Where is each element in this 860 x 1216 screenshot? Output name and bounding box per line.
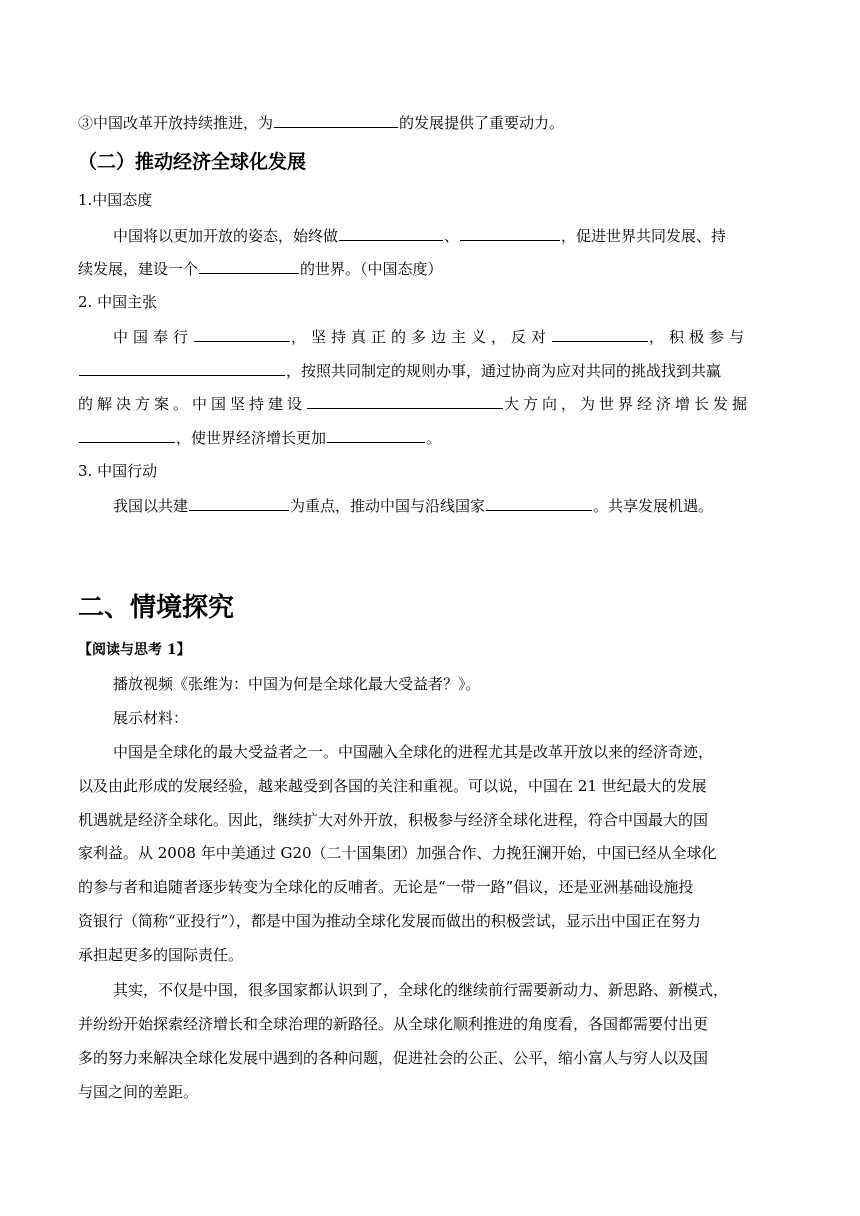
fill-blank	[189, 495, 289, 511]
fill-blank	[274, 112, 398, 128]
reading-tag: 【阅读与思考 1】	[78, 642, 191, 658]
text: 中国将以更加开放的姿态，始终做	[113, 227, 339, 245]
paragraph-line: 以及由此形成的发展经验，越来越受到各国的关注和重视。可以说，中国在 21 世纪最大的发展	[78, 777, 707, 795]
paragraph-line: 其实，不仅是中国，很多国家都认识到了，全球化的继续前行需要新动力、新思路、新模式，	[113, 981, 729, 999]
text: 的解决方案。中国坚持建设	[78, 395, 307, 413]
fill-blank	[339, 225, 443, 241]
paragraph-line: 机遇就是经济全球化。因此，继续扩大对外开放，积极参与经济全球化进程，符合中国最大的国	[78, 811, 709, 829]
text-line	[113, 225, 726, 246]
text: ，使世界经济增长更加	[176, 429, 327, 447]
text: 的发展提供了重要动力。	[399, 114, 565, 132]
section-heading: （二）推动经济全球化发展	[78, 151, 307, 173]
fill-blank	[199, 258, 299, 274]
paragraph-line: 中国是全球化的最大受益者之一。中国融入全球化的进程尤其是改革开放以来的经济奇迹，	[113, 743, 714, 761]
fill-blank	[79, 427, 175, 443]
paragraph-line: 资银行（简称“亚投行”），都是中国为推动全球化发展而做出的积极尝试，显示出中国正在努力	[78, 912, 701, 930]
text: 续发展，建设一个	[78, 260, 199, 278]
text-line	[113, 326, 749, 347]
text: 中国奉行	[113, 328, 194, 346]
text: ，积极参与	[649, 328, 750, 346]
text: ③中国改革开放持续推进，为	[78, 114, 274, 132]
text: 我国以共建	[113, 497, 189, 515]
subheading: 1.中国态度	[78, 191, 153, 209]
text: 的世界。（中国态度）	[300, 260, 443, 278]
section-title: 二、情境探究	[78, 593, 235, 623]
fill-blank	[486, 495, 592, 511]
paragraph-line: 承担起更多的国际责任。	[78, 946, 244, 964]
text-line	[78, 258, 443, 279]
paragraph-line: 播放视频《张维为：中国为何是全球化最大受益者？》。	[113, 675, 481, 693]
fill-blank	[307, 393, 503, 409]
subheading: 2. 中国主张	[78, 293, 158, 311]
text-line	[78, 393, 751, 414]
text: ，坚持真正的多边主义，反对	[291, 328, 552, 346]
fill-blank	[460, 225, 560, 241]
text-line	[113, 495, 713, 516]
paragraph-line: 并纷纷开始探索经济增长和全球治理的新路径。从全球化顺利推进的角度看，各国都需要付出更	[78, 1015, 709, 1033]
paragraph-line: 展示材料：	[113, 709, 189, 727]
fill-blank	[327, 427, 425, 443]
text: 大方向，为世界经济增长发掘	[504, 395, 752, 413]
fill-blank	[552, 326, 648, 342]
text: ，促进世界共同发展、持	[561, 227, 727, 245]
text: ，按照共同制定的规则办事，通过协商为应对共同的挑战找到共赢	[286, 362, 722, 380]
text-line	[78, 360, 721, 381]
paragraph-line: 与国之间的差距。	[78, 1083, 199, 1101]
fill-blank	[194, 326, 290, 342]
text: 。共享发展机遇。	[593, 497, 714, 515]
text: 。	[426, 429, 442, 447]
paragraph-line: 的参与者和追随者逐步转变为全球化的反哺者。无论是“一带一路”倡议，还是亚洲基础设施投	[78, 878, 694, 896]
paragraph-line: 多的努力来解决全球化发展中遇到的各种问题，促进社会的公正、公平，缩小富人与穷人以及国	[78, 1049, 709, 1067]
fill-blank	[79, 360, 285, 376]
text: 为重点，推动中国与沿线国家	[290, 497, 486, 515]
paragraph-line: 家利益。从 2008 年中美通过 G20（二十国集团）加强合作、力挽狂澜开始，中国已经从全球化	[78, 844, 717, 862]
subheading: 3. 中国行动	[78, 462, 158, 480]
text: 、	[444, 227, 460, 245]
text-line	[78, 112, 564, 133]
text-line	[78, 427, 441, 448]
